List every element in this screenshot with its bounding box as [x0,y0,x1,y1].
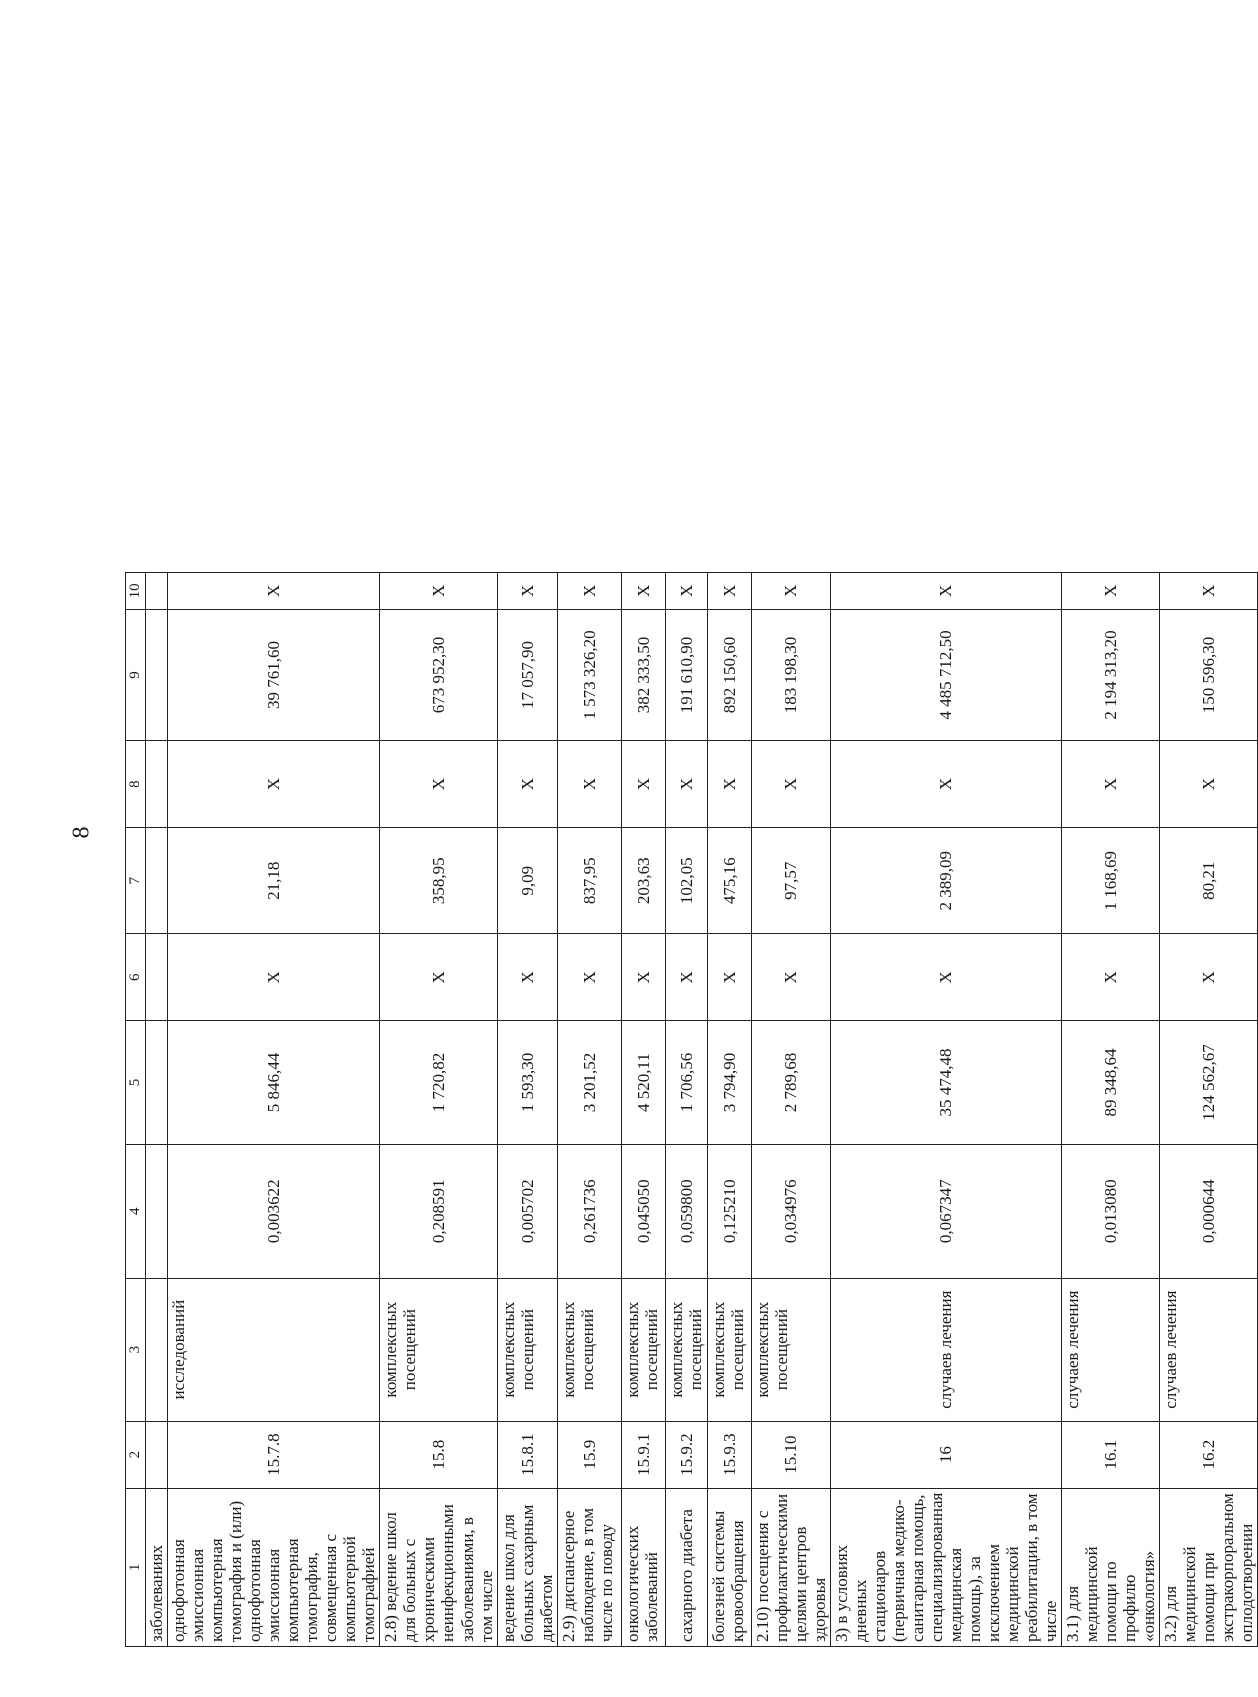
table-row [621,573,665,1647]
row-unit: комплексных посещений [557,1278,621,1421]
row-value: Х [707,934,751,1021]
row-value: 21,18 [168,828,380,934]
col-header: 7 [126,828,146,934]
row-value: 4 520,11 [621,1021,665,1145]
row-unit: исследований [168,1278,380,1421]
row-value: Х [168,934,380,1021]
table-row [707,573,751,1647]
row-value: 1 168,69 [1062,828,1160,934]
row-code: 15.8 [380,1421,497,1488]
row-value: Х [621,573,665,610]
row-code: 15.9.2 [665,1421,707,1488]
row-value: Х [665,741,707,828]
row-value: 203,63 [621,828,665,934]
row-unit: случаев лечения [1160,1278,1258,1421]
row-name: 3.2) для медицинской помощи при экстракорпоральном оплодотворении [1160,1488,1258,1646]
row-value: Х [380,573,497,610]
header-row [126,573,146,1647]
row-value: 2 389,09 [830,828,1061,934]
row-value: Х [1160,741,1258,828]
page-number: 8 [68,826,95,839]
row-value: 475,16 [707,828,751,934]
table-row [1062,573,1160,1647]
col-header: 4 [126,1144,146,1278]
row-value: 1 573 326,20 [557,609,621,741]
row-value: Х [1062,573,1160,610]
row-value: Х [751,741,830,828]
continuation-cell: заболеваниях [146,1488,168,1646]
row-value: 1 593,30 [497,1021,557,1145]
row-name: онкологических заболеваний [621,1488,665,1646]
table-row [380,573,497,1647]
row-value: Х [557,934,621,1021]
row-value: Х [168,741,380,828]
row-unit: комплексных посещений [380,1278,497,1421]
row-value: Х [707,573,751,610]
row-name: 2.8) ведение школ для больных с хроническими неинфекционными заболеваниями, в том числе [380,1488,497,1646]
row-value: 1 720,82 [380,1021,497,1145]
row-name: 3) в условиях дневных стационаров (первичная медико-санитарная помощь, специализированная медицинская помощь), за исключением медицинской реабилитации, в том числе [830,1488,1061,1646]
table-row [168,573,380,1647]
row-value: 4 485 712,50 [830,609,1061,741]
row-value: 3 794,90 [707,1021,751,1145]
row-value: Х [707,741,751,828]
table-row [830,573,1061,1647]
row-value: 183 198,30 [751,609,830,741]
row-value: 892 150,60 [707,609,751,741]
col-header: 5 [126,1021,146,1145]
row-value: Х [1062,934,1160,1021]
row-value: Х [1160,573,1258,610]
row-code: 15.7.8 [168,1421,380,1488]
col-header: 10 [126,573,146,610]
row-code: 15.8.1 [497,1421,557,1488]
row-value: 0,045050 [621,1144,665,1278]
row-code: 15.10 [751,1421,830,1488]
row-value: 102,05 [665,828,707,934]
row-unit: случаев лечения [830,1278,1061,1421]
row-value: 0,013080 [1062,1144,1160,1278]
col-header: 3 [126,1278,146,1421]
table-row [665,573,707,1647]
row-unit: комплексных посещений [497,1278,557,1421]
row-name: 3.1) для медицинской помощи по профилю «онкология» [1062,1488,1160,1646]
row-value: 9,09 [497,828,557,934]
row-value: 0,125210 [707,1144,751,1278]
row-value: Х [751,934,830,1021]
row-value: 2 789,68 [751,1021,830,1145]
row-unit: комплексных посещений [665,1278,707,1421]
row-value: Х [1160,934,1258,1021]
table-row [497,573,557,1647]
col-header: 9 [126,609,146,741]
row-value: Х [557,741,621,828]
col-header: 2 [126,1421,146,1488]
row-value: Х [621,741,665,828]
row-value: 1 706,56 [665,1021,707,1145]
row-value: 0,208591 [380,1144,497,1278]
rotated-table-wrapper [125,572,1258,1647]
row-value: 382 333,50 [621,609,665,741]
row-name: болезней системы кровообращения [707,1488,751,1646]
row-code: 16 [830,1421,1061,1488]
row-value: Х [830,573,1061,610]
row-unit: случаев лечения [1062,1278,1160,1421]
row-value: 150 596,30 [1160,609,1258,741]
row-code: 15.9.1 [621,1421,665,1488]
row-value: Х [168,573,380,610]
row-value: 0,067347 [830,1144,1061,1278]
row-unit: комплексных посещений [621,1278,665,1421]
row-name: однофотонная эмиссионная компьютерная томография и (или) однофотонная эмиссионная компьютерная томография, совмещенная с компьютерной томографией [168,1488,380,1646]
row-value: 124 562,67 [1160,1021,1258,1145]
col-header: 1 [126,1488,146,1646]
row-value: 39 761,60 [168,609,380,741]
row-unit: комплексных посещений [707,1278,751,1421]
continuation-row [146,573,168,1647]
row-value: 5 846,44 [168,1021,380,1145]
row-value: Х [665,573,707,610]
row-value: Х [751,573,830,610]
row-name: 2.9) диспансерное наблюдение, в том числе по поводу [557,1488,621,1646]
row-unit: комплексных посещений [751,1278,830,1421]
row-value: 2 194 313,20 [1062,609,1160,741]
row-name: ведение школ для больных сахарным диабетом [497,1488,557,1646]
row-value: Х [621,934,665,1021]
row-value: 673 952,30 [380,609,497,741]
row-value: 0,005702 [497,1144,557,1278]
row-value: Х [830,741,1061,828]
row-value: Х [557,573,621,610]
table-row [1160,573,1258,1647]
row-value: 837,95 [557,828,621,934]
row-value: 0,000644 [1160,1144,1258,1278]
row-value: 97,57 [751,828,830,934]
row-code: 16.2 [1160,1421,1258,1488]
row-value: 191 610,90 [665,609,707,741]
row-value: 0,034976 [751,1144,830,1278]
row-value: 358,95 [380,828,497,934]
row-value: Х [1062,741,1160,828]
row-value: Х [380,741,497,828]
row-code: 15.9.3 [707,1421,751,1488]
row-value: 17 057,90 [497,609,557,741]
row-value: 0,003622 [168,1144,380,1278]
row-value: Х [497,934,557,1021]
tariff-table [125,572,1258,1647]
row-value: 89 348,64 [1062,1021,1160,1145]
row-value: 80,21 [1160,828,1258,934]
row-value: Х [380,934,497,1021]
row-value: 0,261736 [557,1144,621,1278]
row-value: Х [665,934,707,1021]
col-header: 6 [126,934,146,1021]
row-value: Х [497,573,557,610]
col-header: 8 [126,741,146,828]
row-name: 2.10) посещения с профилактическими целями центров здоровья [751,1488,830,1646]
row-value: Х [497,741,557,828]
row-name: сахарного диабета [665,1488,707,1646]
row-code: 15.9 [557,1421,621,1488]
row-value: 3 201,52 [557,1021,621,1145]
table-row [751,573,830,1647]
row-value: Х [830,934,1061,1021]
table-row [557,573,621,1647]
row-code: 16.1 [1062,1421,1160,1488]
row-value: 35 474,48 [830,1021,1061,1145]
row-value: 0,059800 [665,1144,707,1278]
